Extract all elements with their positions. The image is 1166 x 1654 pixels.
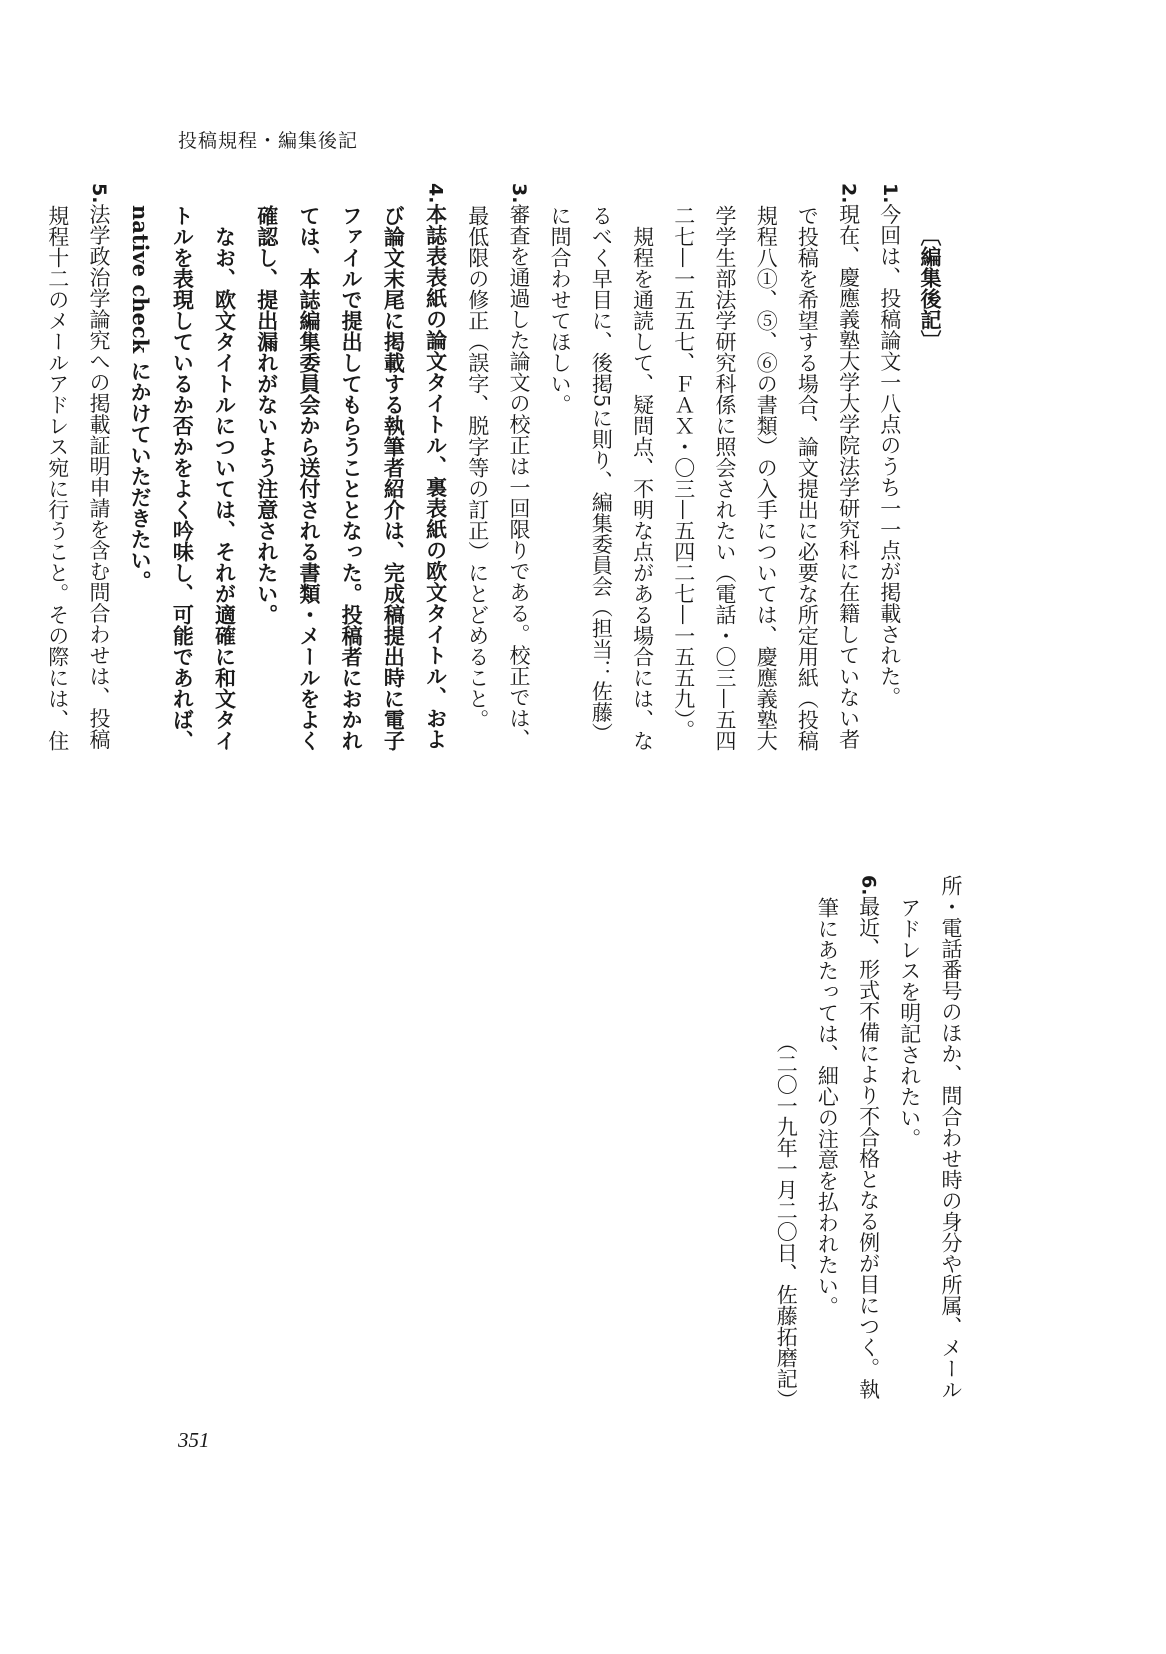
item-number: 6.: [857, 875, 880, 896]
item-6: [806, 875, 888, 1410]
item-2-paragraph: 規程を通読して、疑問点、不明な点がある場合には、なるべく早目に、後掲5に則り、編集委員会（担当：佐藤）に問合わせてほしい。: [548, 205, 655, 752]
signature: （二〇一九年一月二〇日、佐藤拓磨記）: [774, 1032, 799, 1410]
item-5: [37, 183, 119, 755]
item-text: 審査を通過した論文の校正は一回限りである。校正では、最低限の修正（誤字、脱字等の訂正）にとどめること。: [465, 203, 531, 750]
item-text: 法学政治学論究への掲載証明申請を含む問合わせは、投稿規程十二のメールアドレス宛に行うこと。その際には、住: [45, 203, 111, 752]
item-text: 現在、慶應義塾大学大学院法学研究科に在籍していない者で投稿を希望する場合、論文提出に必要な所定用紙（投稿規程八①、⑤、⑥の書類）の入手については、慶應義塾大学学生部法学研究科係に照会されたい（電話・〇三—五四二七—一五五七、ＦＡＸ・〇三—五四二七—一五五九）。: [671, 203, 861, 752]
running-head: 投稿規程・編集後記: [178, 130, 359, 152]
item-2: [663, 183, 869, 755]
item-number: 4.: [424, 183, 447, 204]
item-number: 2.: [837, 183, 860, 204]
item-1: [869, 183, 910, 755]
item-number: 3.: [507, 183, 530, 204]
item-text: なお、欧文タイトルについては、それが適確に和文タイトルを表現しているか否かをよく吟味し、可能であれば、native check にかけていただきたい。: [128, 205, 238, 752]
item-4: [246, 183, 457, 755]
item-5-continuation: 所・電話番号のほか、問合わせ時の身分や所属、メールアドレスを明記されたい。: [897, 875, 963, 1400]
editorial-lower-block: [774, 875, 971, 1410]
item-text: 最近、形式不備により不合格となる例が目につく。執筆にあたっては、細心の注意を払われたい。: [815, 895, 881, 1400]
item-text: 本誌表表紙の論文タイトル、裏表紙の欧文タイトル、および論文末尾に掲載する執筆者紹介は、完成稿提出時に電子ファイルで提出してもらうこととなった。投稿者におかれては、本誌編集委員会から送付される書類・メールをよく確認し、提出漏れがないよう注意されたい。: [254, 203, 449, 752]
item-text: 今回は、投稿論文一八点のうち一一点が掲載された。: [877, 203, 902, 708]
page-number: 351: [178, 1428, 210, 1452]
editorial-upper-block: [45, 183, 951, 755]
item-number: 1.: [878, 183, 901, 204]
editorial-heading: 〔編集後記〕: [918, 225, 943, 351]
item-number: 5.: [87, 183, 110, 204]
item-4-paragraph: [119, 183, 246, 755]
item-3: [457, 183, 539, 755]
